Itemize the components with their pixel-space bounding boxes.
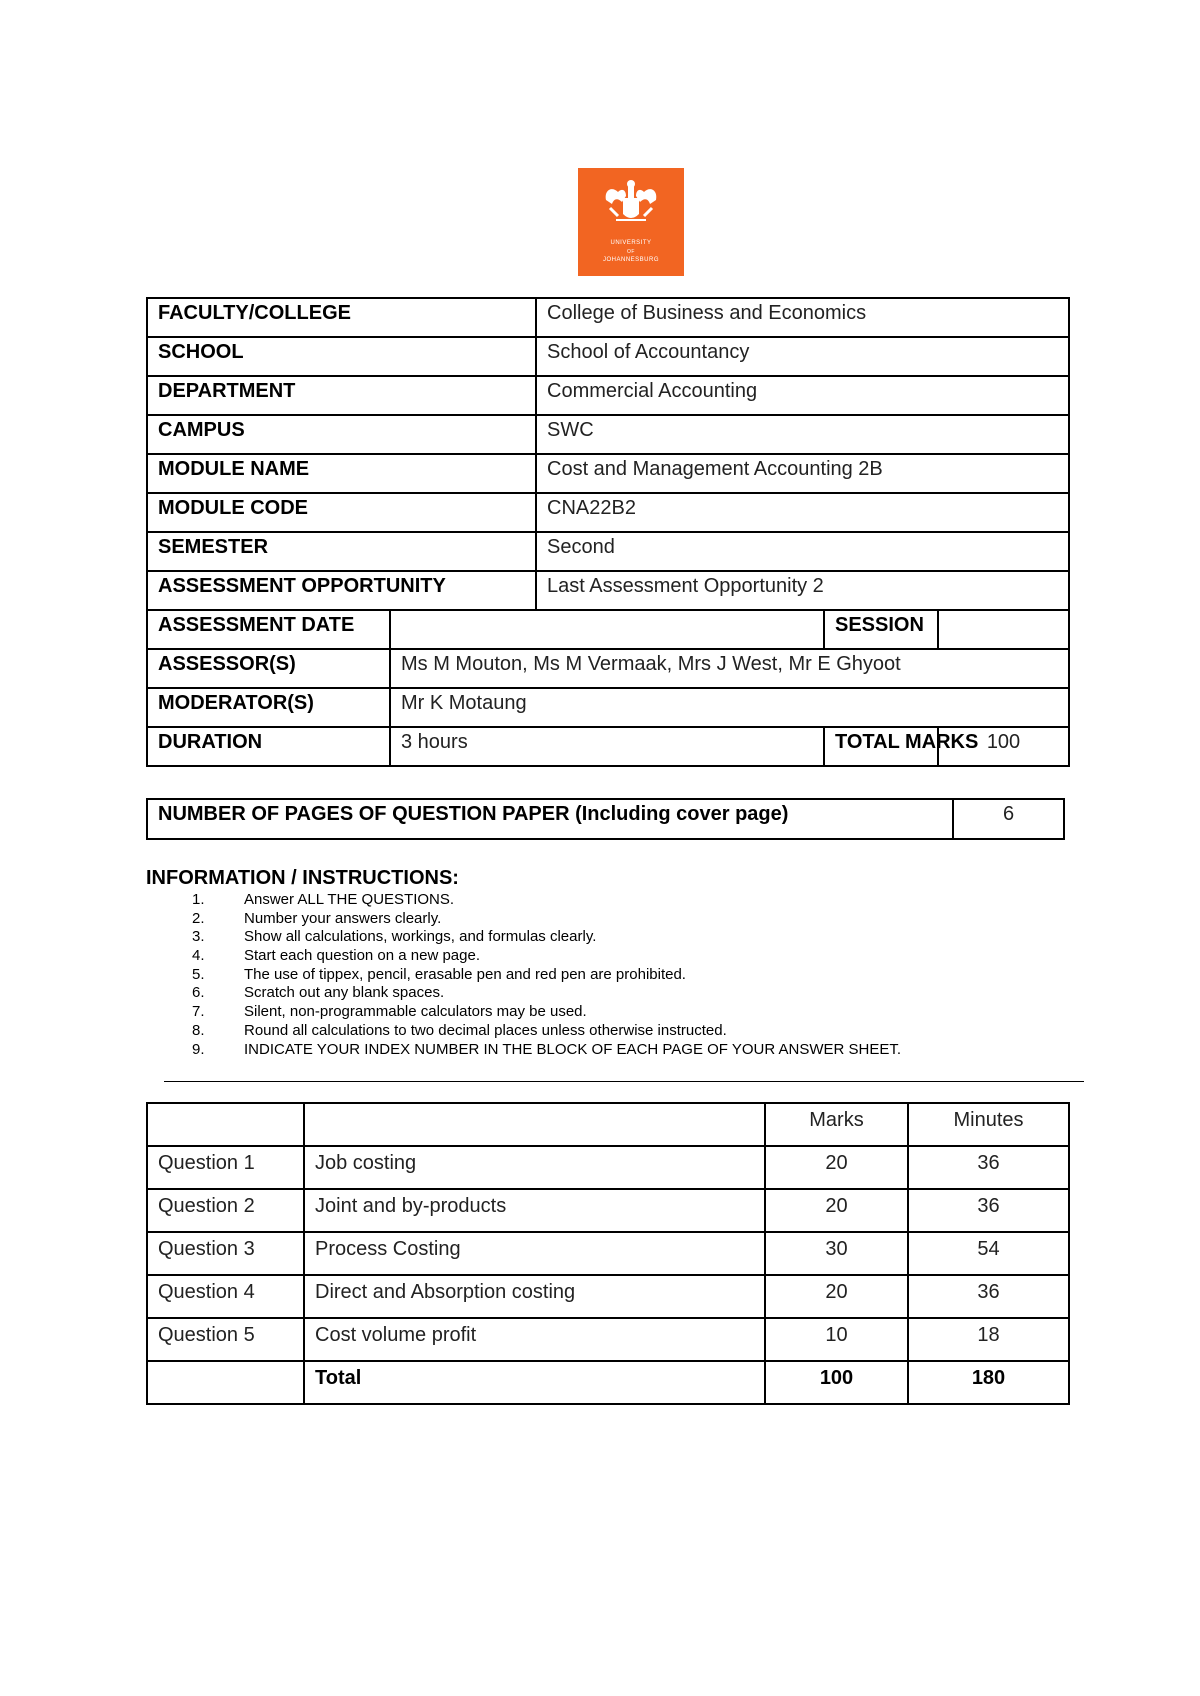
- question-cell: Question 2: [147, 1189, 304, 1232]
- moderators-label: MODERATOR(S): [147, 688, 390, 727]
- info-row: [147, 688, 1069, 727]
- instruction-text: Round all calculations to two decimal places unless otherwise instructed.: [244, 1021, 727, 1039]
- assessors-label: ASSESSOR(S): [147, 649, 390, 688]
- header-empty-cell: [304, 1103, 765, 1146]
- instruction-text: Scratch out any blank spaces.: [244, 984, 445, 1002]
- question-cell: Question 5: [147, 1318, 304, 1361]
- semester-value: Second: [536, 532, 1069, 571]
- table-row: [147, 1275, 1069, 1318]
- question-cell: Question 3: [147, 1232, 304, 1275]
- date-value: [390, 610, 824, 649]
- pages-value: 6: [953, 799, 1064, 839]
- department-value: Commercial Accounting: [536, 376, 1069, 415]
- instruction-text: Answer ALL THE QUESTIONS.: [244, 891, 455, 908]
- duration-label: DURATION: [147, 727, 390, 766]
- table-row: [147, 1232, 1069, 1275]
- total-marks: 100: [765, 1361, 908, 1404]
- crest-icon: [578, 168, 684, 238]
- campus-label: CAMPUS: [147, 415, 536, 454]
- department-label: DEPARTMENT: [147, 376, 536, 415]
- header-marks: Marks: [765, 1103, 908, 1146]
- session-value: [938, 610, 1069, 649]
- info-row: [147, 493, 1069, 532]
- info-row: [147, 727, 1069, 766]
- header-minutes: Minutes: [908, 1103, 1069, 1146]
- date-label: ASSESSMENT DATE: [147, 610, 390, 649]
- opportunity-value: Last Assessment Opportunity 2: [536, 571, 1069, 610]
- info-row: [147, 649, 1069, 688]
- instruction-text: Start each question on a new page.: [244, 947, 481, 965]
- moderators-value: Mr K Motaung: [390, 688, 1069, 727]
- topic-cell: Joint and by-products: [304, 1189, 765, 1232]
- instruction-item: [146, 1022, 1096, 1041]
- marks-cell: 20: [765, 1275, 908, 1318]
- school-label: SCHOOL: [147, 337, 536, 376]
- minutes-cell: 54: [908, 1232, 1069, 1275]
- instruction-item: [146, 928, 1096, 947]
- total-marks-value: 100: [938, 727, 1069, 766]
- instruction-item: [146, 984, 1096, 1003]
- pages-label: NUMBER OF PAGES OF QUESTION PAPER (Including cover page): [147, 799, 953, 839]
- session-label: SESSION: [824, 610, 938, 649]
- module-name-value: Cost and Management Accounting 2B: [536, 454, 1069, 493]
- instruction-text: Number your answers clearly.: [244, 909, 442, 927]
- instruction-number: 4.: [192, 947, 205, 965]
- instruction-item: [146, 891, 1096, 910]
- table-row: [147, 1318, 1069, 1361]
- topic-cell: Process Costing: [304, 1232, 765, 1275]
- marks-table: [146, 1102, 1070, 1405]
- instruction-number: 7.: [192, 1003, 205, 1021]
- instruction-text: INDICATE YOUR INDEX NUMBER IN THE BLOCK OF EACH PAGE OF YOUR ANSWER SHEET.: [244, 1040, 902, 1058]
- marks-cell: 30: [765, 1232, 908, 1275]
- instruction-text: Silent, non-programmable calculators may be used.: [244, 1003, 587, 1021]
- section-divider: [164, 1081, 1084, 1082]
- instruction-item: [146, 1041, 1096, 1060]
- minutes-cell: 36: [908, 1189, 1069, 1232]
- question-cell: Question 1: [147, 1146, 304, 1189]
- instruction-number: 1.: [192, 891, 205, 908]
- minutes-cell: 18: [908, 1318, 1069, 1361]
- total-row: [147, 1361, 1069, 1404]
- instruction-text: Show all calculations, workings, and formulas clearly.: [244, 928, 597, 946]
- instruction-item: [146, 947, 1096, 966]
- table-row: [147, 1146, 1069, 1189]
- instructions-heading: INFORMATION / INSTRUCTIONS:: [146, 867, 459, 889]
- module-code-label: MODULE CODE: [147, 493, 536, 532]
- instruction-item: [146, 910, 1096, 929]
- logo-text-university: UNIVERSITY: [610, 240, 652, 246]
- info-row: [147, 376, 1069, 415]
- question-cell: Question 4: [147, 1275, 304, 1318]
- info-row: [147, 610, 1069, 649]
- info-row: [147, 532, 1069, 571]
- assessors-value: Ms M Mouton, Ms M Vermaak, Mrs J West, Mr E Ghyoot: [390, 649, 1069, 688]
- info-row: [147, 298, 1069, 337]
- table-row: [147, 1189, 1069, 1232]
- marks-cell: 20: [765, 1189, 908, 1232]
- total-marks-label: TOTAL MARKS: [824, 727, 938, 766]
- instruction-number: 6.: [192, 984, 205, 1002]
- instruction-text: The use of tippex, pencil, erasable pen and red pen are prohibited.: [244, 965, 686, 983]
- minutes-cell: 36: [908, 1146, 1069, 1189]
- instruction-item: [146, 966, 1096, 985]
- minutes-cell: 36: [908, 1275, 1069, 1318]
- pages-row: [147, 799, 1064, 839]
- module-info-table: [146, 297, 1070, 767]
- instruction-item: [146, 1003, 1096, 1022]
- logo-text-of: OF: [627, 249, 635, 255]
- info-row: [147, 337, 1069, 376]
- instructions-list: [146, 891, 1096, 1059]
- faculty-label: FACULTY/COLLEGE: [147, 298, 536, 337]
- info-row: [147, 415, 1069, 454]
- instruction-number: 8.: [192, 1021, 205, 1039]
- topic-cell: Cost volume profit: [304, 1318, 765, 1361]
- instruction-number: 2.: [192, 909, 205, 927]
- campus-value: SWC: [536, 415, 1069, 454]
- opportunity-label: ASSESSMENT OPPORTUNITY: [147, 571, 536, 610]
- pages-count-table: [146, 798, 1065, 840]
- instruction-number: 9.: [192, 1040, 205, 1058]
- logo-text-johannesburg: JOHANNESBURG: [602, 257, 659, 263]
- total-minutes: 180: [908, 1361, 1069, 1404]
- info-row: [147, 454, 1069, 493]
- university-logo: [578, 168, 684, 276]
- module-name-label: MODULE NAME: [147, 454, 536, 493]
- instruction-number: 5.: [192, 965, 205, 983]
- duration-value: 3 hours: [390, 727, 824, 766]
- marks-header-row: [147, 1103, 1069, 1146]
- total-label: Total: [304, 1361, 765, 1404]
- faculty-value: College of Business and Economics: [536, 298, 1069, 337]
- topic-cell: Job costing: [304, 1146, 765, 1189]
- header-empty-cell: [147, 1103, 304, 1146]
- topic-cell: Direct and Absorption costing: [304, 1275, 765, 1318]
- total-empty-cell: [147, 1361, 304, 1404]
- school-value: School of Accountancy: [536, 337, 1069, 376]
- semester-label: SEMESTER: [147, 532, 536, 571]
- module-code-value: CNA22B2: [536, 493, 1069, 532]
- instruction-number: 3.: [192, 928, 205, 946]
- info-row: [147, 571, 1069, 610]
- marks-cell: 10: [765, 1318, 908, 1361]
- marks-cell: 20: [765, 1146, 908, 1189]
